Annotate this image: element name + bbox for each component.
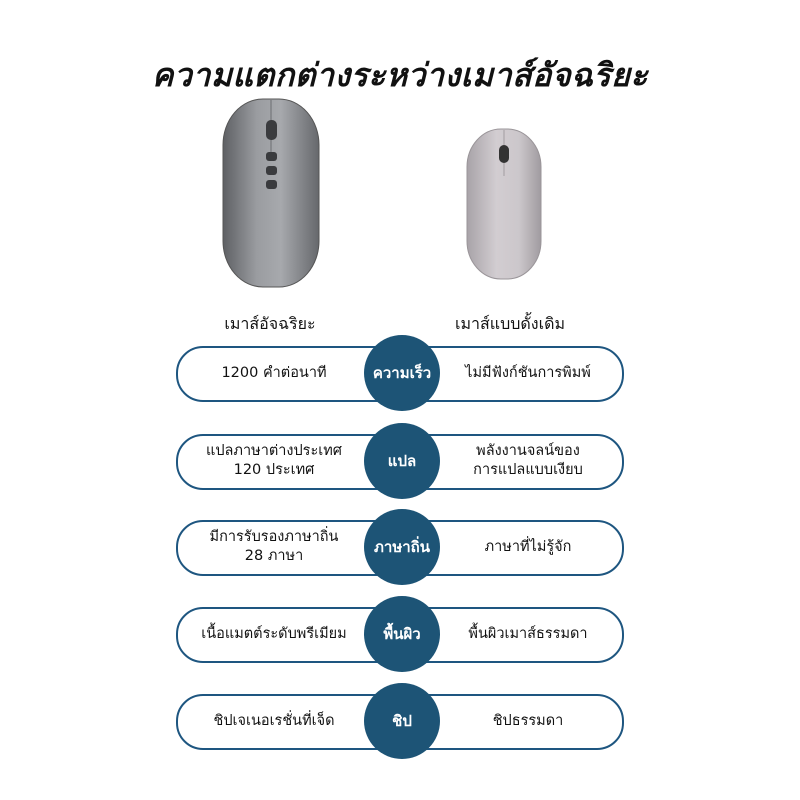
feature-badge: พื้นผิว: [364, 596, 440, 672]
smart-value: [184, 434, 364, 488]
smart-value: เนื้อแมตต์ระดับพรีเมียม: [201, 625, 347, 642]
smart-value-line-1: แปลภาษาต่างประเทศ: [206, 443, 342, 459]
comparison-row-speed: [176, 346, 624, 400]
comparison-row-translate: [176, 434, 624, 488]
traditional-value: [438, 434, 618, 488]
comparison-row-chip: [176, 694, 624, 748]
smart-value: ชิปเจเนอเรชั่นที่เจ็ด: [213, 712, 335, 729]
comparison-row-surface: [176, 607, 624, 661]
smart-mouse-image: [222, 98, 320, 288]
traditional-value-line-1: พลังงานจลน์ของ: [476, 443, 580, 459]
smart-mouse-caption: เมาส์อัจฉริยะ: [224, 314, 316, 333]
traditional-mouse-image: [466, 128, 542, 280]
traditional-value: ภาษาที่ไม่รู้จัก: [484, 538, 572, 555]
traditional-mouse-caption: เมาส์แบบดั้งเดิม: [455, 314, 565, 333]
comparison-row-dialect: [176, 520, 624, 574]
smart-value-line-1: มีการรับรองภาษาถิ่น: [209, 529, 339, 545]
traditional-value: ชิปธรรมดา: [492, 712, 564, 729]
smart-value: [184, 520, 364, 574]
feature-badge: ชิป: [364, 683, 440, 759]
smart-value-line-2: 28 ภาษา: [244, 548, 304, 564]
feature-badge: ความเร็ว: [364, 335, 440, 411]
traditional-value: ไม่มีฟังก์ชันการพิมพ์: [465, 364, 591, 381]
smart-value-line-2: 120 ประเทศ: [233, 462, 315, 478]
feature-badge: ภาษาถิ่น: [364, 509, 440, 585]
smart-value: 1200 คำต่อนาที: [221, 364, 327, 381]
traditional-value: พื้นผิวเมาส์ธรรมดา: [468, 625, 588, 642]
page-title: ความแตกต่างระหว่างเมาส์อัจฉริยะ: [151, 56, 649, 94]
feature-badge: แปล: [364, 423, 440, 499]
traditional-value-line-2: การแปลแบบเงียบ: [473, 462, 583, 478]
